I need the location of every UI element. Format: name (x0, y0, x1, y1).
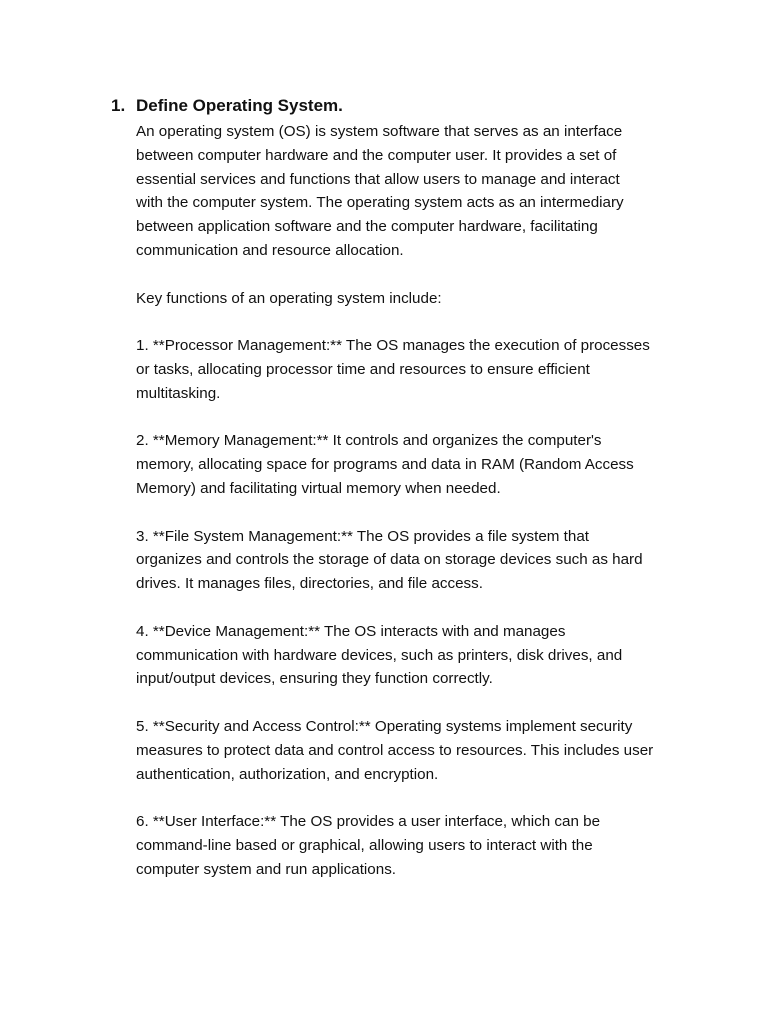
text-line: 1. **Processor Management:** The OS manages the execution of processes (136, 337, 650, 355)
function-item-file-system (136, 525, 716, 596)
text-line: memory, allocating space for programs and data in RAM (Random Access (136, 456, 634, 474)
text-line: 3. **File System Management:** The OS provides a file system that (136, 527, 590, 545)
text-line: 2. **Memory Management:** It controls and organizes the computer's (136, 432, 602, 450)
heading-number: 1. (111, 96, 126, 115)
paragraph-gap (136, 263, 716, 287)
text-line: multitasking. (136, 384, 221, 402)
section-heading (111, 94, 343, 118)
text-line: communication with hardware devices, such as printers, disk drives, and (136, 646, 623, 664)
text-line: Key functions of an operating system include: (136, 289, 442, 307)
text-line: communication and resource allocation. (136, 241, 404, 259)
text-line: input/output devices, ensuring they function correctly. (136, 670, 493, 688)
text-line: 6. **User Interface:** The OS provides a user interface, which can be (136, 813, 601, 831)
text-line: computer system and run applications. (136, 860, 397, 878)
text-line: An operating system (OS) is system software that serves as an interface (136, 123, 623, 140)
functions-intro (136, 287, 716, 311)
text-line: measures to protect data and control access to resources. This includes user (136, 741, 654, 759)
text-line: with the computer system. The operating system acts as an intermediary (136, 194, 624, 212)
text-line: essential services and functions that allow users to manage and interact (136, 170, 620, 188)
text-line: or tasks, allocating processor time and resources to ensure efficient (136, 360, 590, 378)
paragraph-gap (136, 691, 716, 715)
paragraph-gap (136, 501, 716, 525)
text-line: between application software and the computer hardware, facilitating (136, 218, 598, 236)
function-item-user-interface (136, 810, 716, 881)
intro-paragraph (136, 120, 716, 263)
text-line: drives. It manages files, directories, and file access. (136, 575, 483, 593)
function-item-processor (136, 334, 716, 405)
text-line: command-line based or graphical, allowing users to interact with the (136, 836, 593, 854)
section-body (136, 120, 716, 882)
text-line: between computer hardware and the computer user. It provides a set of (136, 146, 617, 164)
paragraph-gap (136, 406, 716, 430)
function-item-memory (136, 429, 716, 500)
paragraph-gap (136, 596, 716, 620)
text-line: authentication, authorization, and encryption. (136, 765, 439, 783)
paragraph-gap (136, 786, 716, 810)
text-line: Memory) and facilitating virtual memory when needed. (136, 479, 501, 497)
function-item-security (136, 715, 716, 786)
text-line: 5. **Security and Access Control:** Operating systems implement security (136, 717, 633, 735)
heading-title: Define Operating System. (136, 96, 343, 115)
function-item-device (136, 620, 716, 691)
text-line: organizes and controls the storage of data on storage devices such as hard (136, 551, 643, 569)
paragraph-gap (136, 310, 716, 334)
text-line: 4. **Device Management:** The OS interacts with and manages (136, 622, 566, 640)
